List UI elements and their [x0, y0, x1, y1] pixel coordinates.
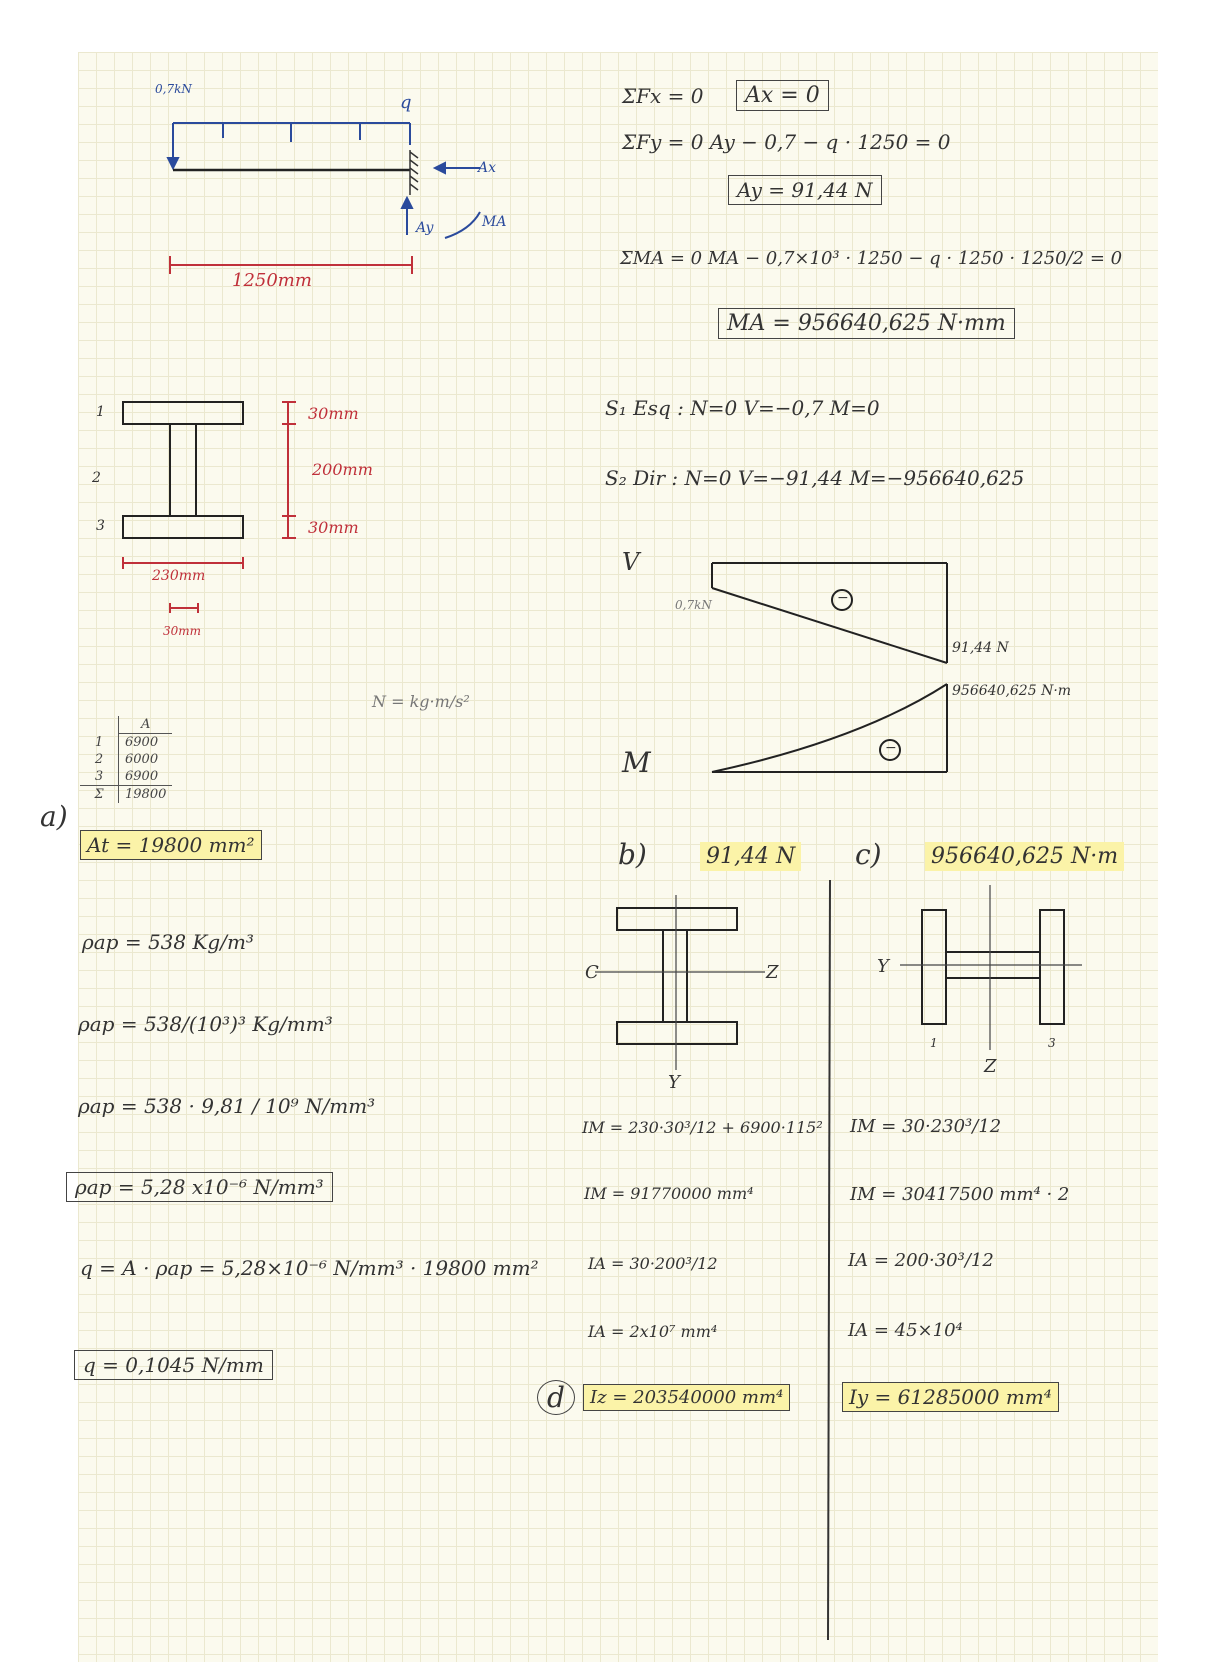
load-label: 0,7kN: [155, 82, 192, 96]
iz-m-equation: IM = 230·30³/12 + 6900·115²: [582, 1118, 823, 1137]
axis-c: C: [585, 962, 599, 983]
q-result: q = 0,1045 N/mm: [74, 1350, 273, 1380]
q-label: q: [400, 92, 412, 113]
section-s1: S₁ Esq : N=0 V=−0,7 M=0: [605, 396, 880, 420]
ma-label: MA: [482, 214, 507, 230]
section-s2: S₂ Dir : N=0 V=−91,44 M=−956640,625: [605, 466, 1025, 490]
dim-top-flange: 30mm: [308, 404, 359, 423]
q-equation: q = A · ρap = 5,28×10⁻⁶ N/mm³ · 19800 mm²: [80, 1256, 539, 1280]
dim-web-height: 200mm: [312, 460, 373, 479]
m-right-value: 956640,625 N·m: [952, 683, 1072, 699]
dim-web-thickness: 30mm: [163, 624, 202, 638]
dim-width: 230mm: [152, 568, 206, 584]
axis-y-left: Y: [668, 1072, 680, 1093]
iz-a-value: IA = 2x10⁷ mm⁴: [588, 1322, 718, 1341]
ay-result: Ay = 91,44 N: [728, 175, 882, 205]
axis-z-right: Z: [984, 1056, 997, 1077]
flange-label-3: 3: [1048, 1036, 1056, 1050]
sum-fx: ΣFx = 0: [622, 84, 704, 108]
ma-result: MA = 956640,625 N·mm: [718, 308, 1015, 339]
table-row: 1 6900: [80, 734, 172, 752]
ax-label: Ax: [478, 160, 497, 176]
length-label: 1250mm: [232, 270, 312, 291]
iy-total: Iy = 61285000 mm⁴: [842, 1382, 1059, 1412]
rho-step-1: ρap = 538 Kg/m³: [82, 930, 254, 954]
iz-m-value: IM = 91770000 mm⁴: [584, 1184, 754, 1203]
iy-m-equation: IM = 30·230³/12: [850, 1116, 1002, 1137]
table-row: 2 6000: [80, 751, 172, 768]
rho-step-3: ρap = 538 · 9,81 / 10⁹ N/mm³: [78, 1094, 376, 1118]
v-right-value: 91,44 N: [952, 640, 1009, 656]
section-row-2: 2: [92, 470, 101, 486]
section-row-3: 3: [96, 518, 105, 534]
rho-result: ρap = 5,28 x10⁻⁶ N/mm³: [66, 1172, 333, 1202]
part-a-label: a): [40, 800, 68, 833]
v-minus-sign: −: [837, 590, 849, 606]
part-c-value: 956640,625 N·m: [925, 842, 1124, 871]
table-row: 3 6900: [80, 768, 172, 786]
iz-total: Iz = 203540000 mm⁴: [583, 1384, 790, 1411]
part-b-label: b): [618, 838, 647, 871]
v-diagram-label: V: [622, 548, 640, 576]
table-row: Σ 19800: [80, 786, 172, 804]
part-c-label: c): [855, 838, 882, 871]
axis-y-right: Y: [877, 956, 889, 977]
sum-fy: ΣFy = 0 Ay − 0,7 − q · 1250 = 0: [622, 130, 951, 154]
sum-ma: ΣMA = 0 MA − 0,7×10³ · 1250 − q · 1250 · 1250/2 = 0: [620, 248, 1123, 269]
axis-z-left: Z: [766, 962, 779, 983]
section-row-1: 1: [96, 404, 105, 420]
iy-a-value: IA = 45×10⁴: [848, 1320, 963, 1341]
area-result: At = 19800 mm²: [80, 830, 262, 860]
ax-result: Ax = 0: [736, 80, 829, 111]
iy-m-value: IM = 30417500 mm⁴ · 2: [850, 1184, 1070, 1205]
rho-step-2: ρap = 538/(10³)³ Kg/mm³: [78, 1012, 333, 1036]
part-b-value: 91,44 N: [700, 842, 801, 871]
area-header: A: [119, 716, 173, 734]
flange-label-1: 1: [930, 1036, 938, 1050]
dim-bottom-flange: 30mm: [308, 518, 359, 537]
iz-a-equation: IA = 30·200³/12: [588, 1254, 718, 1273]
m-diagram-label: M: [622, 746, 651, 779]
ay-label: Ay: [416, 220, 434, 236]
iy-a-equation: IA = 200·30³/12: [848, 1250, 994, 1271]
part-d-label: d: [537, 1380, 575, 1415]
m-minus-sign: −: [885, 740, 897, 756]
newton-note: N = kg·m/s²: [372, 692, 470, 711]
v-left-value: 0,7kN: [675, 598, 712, 612]
